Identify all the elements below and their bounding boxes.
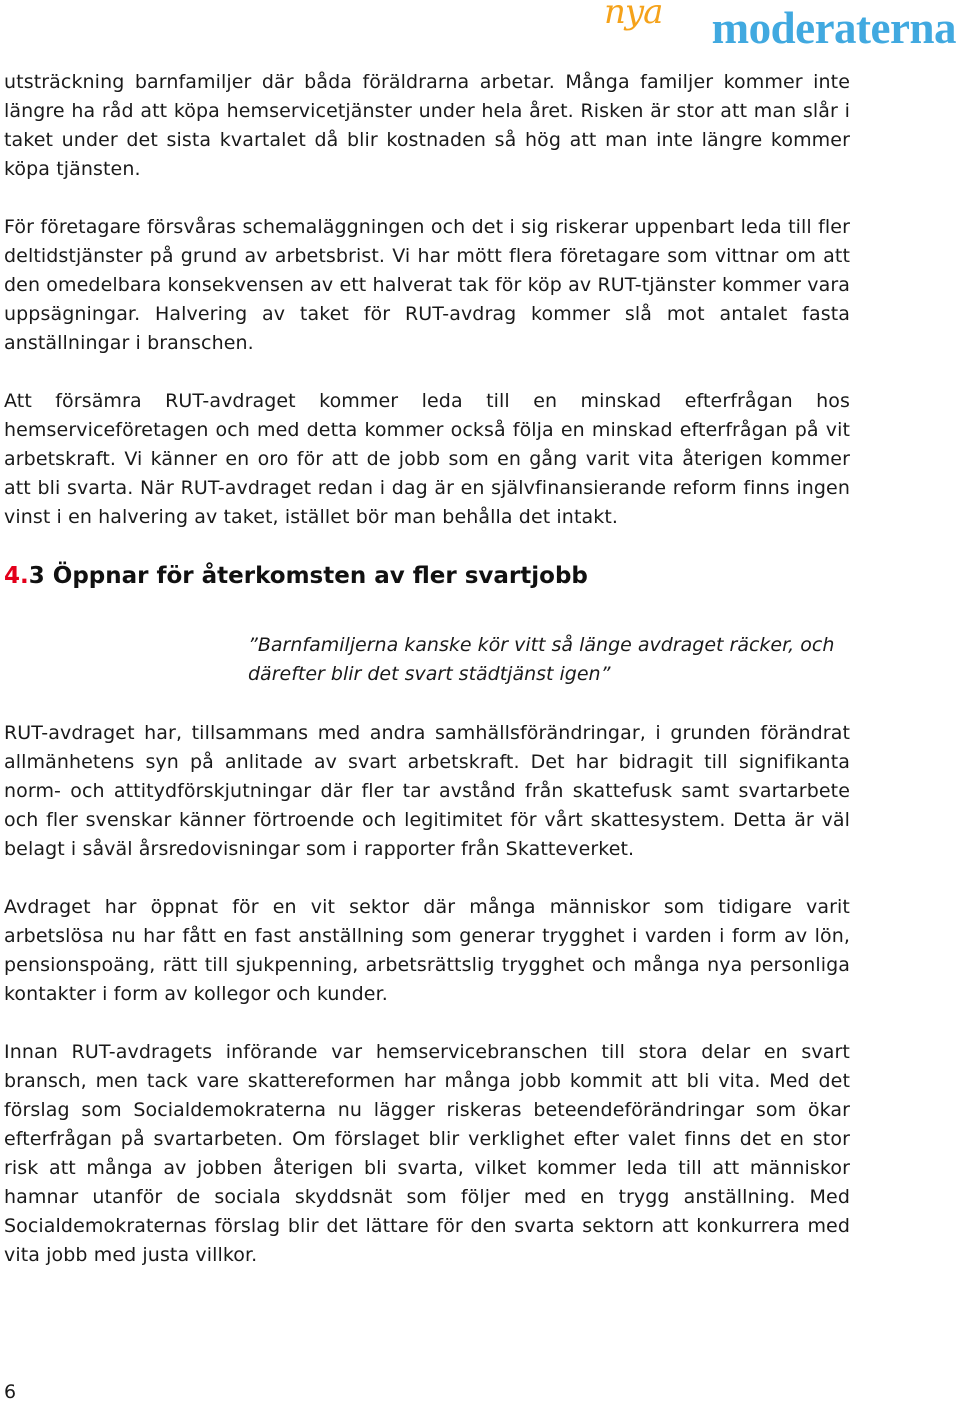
page-number: 6 [4,1381,17,1403]
section-number: 4. [4,563,29,589]
paragraph-white-sector: Avdraget har öppnat för en vit sektor där många människor som tidigare varit arbetslösa nu har fått en fast anställning som generar trygghet i varden i form av lön, pensionspoäng, rätt till sjukpenning, arbetsrättslig trygghet och många nya personliga kontakter i form av kollegor och kunder. [4,896,850,1005]
paragraph-before-rut: Innan RUT-avdragets införande var hemservicebranschen till stora delar en svart bransch, men tack vare skattereformen har många jobb kommit att bli vita. Med det förslag som Socialdemokraterna nu lägger riskeras beteendeförändringar som ökar efterfrågan på svartarbeten. Om förslaget blir verklighet efter valet finns det en stor risk att många av jobben återigen bli svarta, vilket kommer leda till att människor hamnar utanför de sociala skyddsnät som följer med en trygg anställning. Med Socialdemokraternas förslag blir det lättare för den svarta sektorn att konkurrera med vita jobb med justa villkor. [4,1041,850,1266]
section-title: 3 Öppnar för återkomsten av fler svartjobb [28,563,588,589]
paragraph-norms: RUT-avdraget har, tillsammans med andra samhällsförändringar, i grunden förändrat allmänhetens syn på anlitade av svart arbetskraft. Det har bidragit till signifikanta norm- och attitydförskjutningar där fler tar avstånd från skattefusk samt svartarbete och fler svenskar känner förtroende och legitimitet för vårt skattesystem. Detta är väl belagt i såväl årsredovisningar som i rapporter från Skatteverket. [4,722,850,860]
paragraph-demand: Att försämra RUT-avdraget kommer leda till en minskad efterfrågan hos hemserviceföretagen och med detta kommer också följa en minskad efterfrågan på vit arbetskraft. Vi känner en oro för att de jobb som en gång varit vita återigen kommer att bli svarta. När RUT-avdraget redan i dag är en självfinansierande reform finns ingen vinst i en halvering av taket, istället bör man behålla det intakt. [4,390,850,528]
pull-quote: ”Barnfamiljerna kanske kör vitt så länge avdraget räcker, och därefter blir det svart städtjänst igen” [248,634,835,685]
moderaterna-logo [596,0,956,53]
paragraph-continued: utsträckning barnfamiljer där båda föräldrarna arbetar. Många familjer kommer inte längre ha råd att köpa hemservicetjänster under hela året. Risken är stor att man slår i taket under det sista kvartalet då blir kostnaden så hög att man inte längre kommer köpa tjänsten. [4,71,850,180]
logo-name: moderaterna [711,3,956,53]
section-heading [4,561,850,591]
paragraph-employers: För företagare försvåras schemaläggningen och det i sig riskerar uppenbart leda till fler deltidstjänster på grund av arbetsbrist. Vi har mött flera företagare som vittnar om att den omedelbara konsekvensen av ett halverat tak för köp av RUT-tjänster kommer vara uppsägningar. Halvering av taket för RUT-avdrag kommer slå mot antalet fasta anställningar i branschen. [4,216,850,354]
document-body [4,68,850,1299]
logo-prefix: nya [604,0,663,32]
